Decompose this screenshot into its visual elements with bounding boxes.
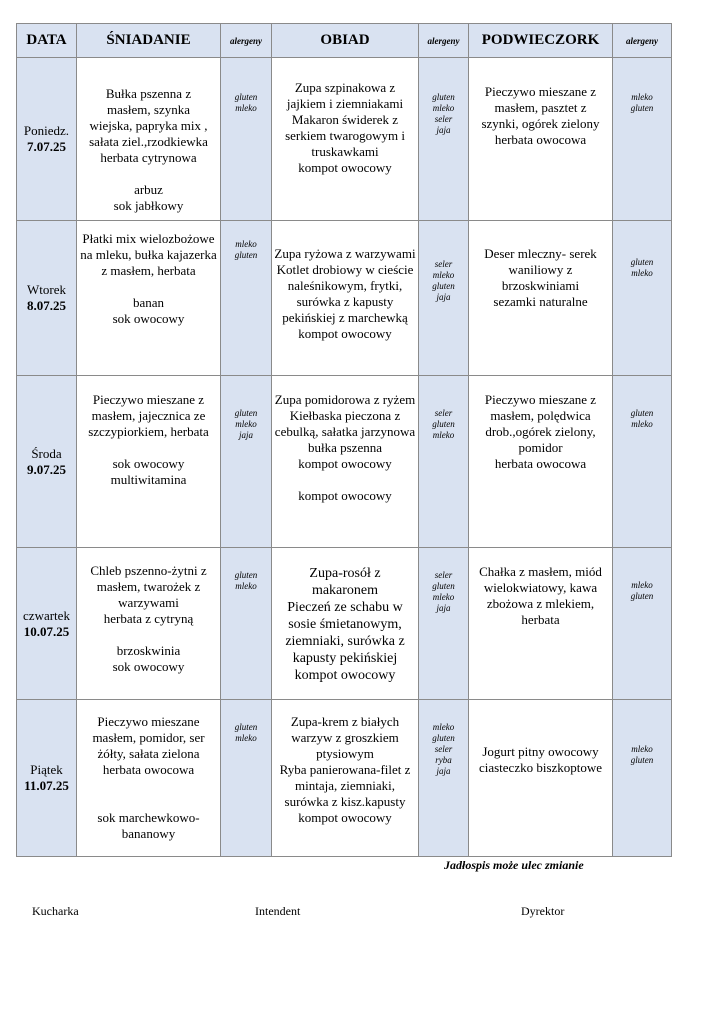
header-lunch: OBIAD — [272, 24, 419, 58]
allergen-item: mleko — [235, 239, 257, 249]
breakfast-cell — [77, 221, 221, 376]
allergen-item: mleko — [631, 268, 653, 278]
menu-line: Zupa-rosół z — [309, 566, 381, 581]
lunch-cell — [272, 548, 419, 700]
header-lunch-allergens: alergeny — [419, 24, 469, 58]
allergen-item: mleko — [235, 733, 257, 743]
menu-line: multiwitamina — [110, 472, 187, 487]
menu-line: bananowy — [121, 826, 176, 841]
menu-line: Ryba panierowana-filet z — [279, 762, 411, 777]
menu-line: herbata — [521, 612, 560, 627]
breakfast-allergens-cell — [221, 700, 272, 857]
lunch-allergens-cell — [419, 700, 469, 857]
day-date: 7.07.25 — [27, 139, 66, 154]
menu-line: herbata owocowa — [102, 762, 195, 777]
menu-line: masłem, twarożek z — [96, 579, 201, 594]
menu-line: mintaja, ziemniaki, — [295, 778, 395, 793]
menu-line: warzyw z groszkiem — [291, 730, 399, 745]
menu-change-note: Jadłospis może ulec zmianie — [444, 858, 584, 872]
snack-cell — [469, 221, 613, 376]
menu-line: sok owocowy — [112, 659, 185, 674]
blank-line — [77, 794, 220, 810]
allergen-item: jaja — [436, 125, 451, 135]
allergen-item: seler — [434, 570, 453, 580]
menu-line: serkiem twarogowym i — [285, 128, 405, 143]
allergen-item: gluten — [234, 722, 258, 732]
day-row — [17, 58, 672, 221]
snack-allergens-cell — [613, 548, 672, 700]
day-date: 10.07.25 — [23, 623, 70, 639]
menu-line: truskawkami — [311, 144, 379, 159]
snack-cell — [469, 376, 613, 548]
lunch-cell — [272, 58, 419, 221]
menu-line: surówka z kisz.kapusty — [284, 794, 406, 809]
allergen-item: jaja — [436, 766, 451, 776]
allergen-item: gluten — [630, 591, 654, 601]
menu-table — [16, 23, 672, 857]
day-name: Piątek — [30, 762, 63, 777]
allergen-item: mleko — [631, 419, 653, 429]
date-cell — [17, 221, 77, 376]
date-cell — [17, 376, 77, 548]
lunch-allergens-cell — [419, 376, 469, 548]
menu-line: bułka pszenna — [307, 440, 382, 455]
day-row — [17, 221, 672, 376]
lunch-allergens-cell — [419, 548, 469, 700]
menu-line: brzoskwinia — [116, 643, 181, 658]
date-cell — [17, 700, 77, 857]
allergen-item: mleko — [235, 419, 257, 429]
lunch-allergens-cell — [419, 221, 469, 376]
menu-line: herbata owocowa — [494, 132, 587, 147]
signature-director: Dyrektor — [521, 904, 565, 918]
menu-line: Bułka pszenna z — [105, 86, 192, 101]
menu-line: sok jabłkowy — [113, 198, 184, 213]
allergen-item: gluten — [234, 408, 258, 418]
menu-line: ciasteczko biszkoptowe — [478, 760, 603, 775]
menu-line: Zupa ryżowa z warzywami — [274, 246, 416, 261]
menu-line: wielokwiatowy, kawa — [483, 580, 598, 595]
day-row — [17, 376, 672, 548]
day-row — [17, 548, 672, 700]
menu-line: kompot owocowy — [298, 160, 392, 175]
menu-line: arbuz — [134, 182, 163, 197]
lunch-cell — [272, 700, 419, 857]
menu-line: pekińskiej z marchewką — [282, 310, 408, 325]
day-date: 9.07.25 — [27, 461, 66, 477]
menu-line: Deser mleczny- serek — [484, 246, 597, 261]
menu-line: wiejska, papryka mix , — [89, 118, 208, 133]
menu-line: kompot owocowy — [294, 668, 396, 683]
menu-line: kapusty pekińskiej — [292, 651, 398, 666]
menu-line: szczypiorkiem, herbata — [88, 424, 209, 439]
day-name: Wtorek — [27, 282, 66, 297]
menu-line: ziemniaki, surówka z — [285, 634, 405, 649]
allergen-item: gluten — [630, 408, 654, 418]
breakfast-allergens-cell — [221, 376, 272, 548]
header-date: DATA — [17, 24, 77, 58]
menu-line: sok owocowy — [112, 456, 185, 471]
menu-line: masłem, jajecznica ze — [91, 408, 206, 423]
menu-line: herbata z cytryną — [103, 611, 194, 626]
menu-line: naleśnikowym, frytki, — [287, 278, 403, 293]
menu-line: z masłem, herbata — [101, 263, 196, 278]
breakfast-cell — [77, 548, 221, 700]
menu-line: Kotlet drobiowy w cieście — [276, 262, 414, 277]
blank-line — [77, 778, 220, 794]
allergen-item: mleko — [432, 722, 455, 732]
day-date: 11.07.25 — [24, 778, 69, 793]
blank-line — [272, 472, 418, 488]
blank-line — [77, 440, 220, 456]
allergen-item: mleko — [432, 430, 455, 440]
allergen-item: seler — [434, 114, 453, 124]
menu-line: Pieczeń ze schabu w — [287, 600, 403, 615]
signature-cook: Kucharka — [32, 904, 79, 918]
menu-line: szynki, ogórek zielony — [481, 116, 600, 131]
allergen-item: seler — [434, 259, 453, 269]
blank-line — [77, 627, 220, 643]
menu-line: masłem, pomidor, ser — [92, 730, 205, 745]
allergen-item: mleko — [235, 581, 257, 591]
allergen-item: gluten — [432, 733, 455, 743]
header-snack: PODWIECZORK — [469, 24, 613, 58]
menu-line: Jogurt pitny owocowy — [482, 744, 599, 759]
allergen-item: gluten — [630, 103, 654, 113]
allergen-item: gluten — [234, 250, 258, 260]
snack-cell — [469, 58, 613, 221]
menu-line: makaronem — [311, 583, 379, 598]
allergen-item: mleko — [432, 592, 455, 602]
menu-line: masłem, polędwica — [490, 408, 591, 423]
menu-line: banan — [132, 295, 165, 310]
allergen-item: jaja — [436, 292, 451, 302]
menu-line: surówka z kapusty — [296, 294, 394, 309]
breakfast-allergens-cell — [221, 221, 272, 376]
menu-line: brzoskwiniami — [501, 278, 580, 293]
allergen-item: mleko — [432, 270, 455, 280]
day-name: Środa — [31, 445, 62, 461]
menu-line: Chałka z masłem, miód — [479, 564, 602, 579]
allergen-item: mleko — [432, 103, 455, 113]
menu-body — [17, 58, 672, 857]
breakfast-allergens-cell — [221, 58, 272, 221]
menu-line: Płatki mix wielozbożowe — [82, 231, 215, 246]
lunch-cell — [272, 376, 419, 548]
allergen-item: gluten — [432, 581, 455, 591]
allergen-item: gluten — [630, 257, 654, 267]
allergen-item: jaja — [436, 603, 451, 613]
snack-cell — [469, 548, 613, 700]
menu-line: Pieczywo mieszane z — [484, 84, 597, 99]
date-cell — [17, 58, 77, 221]
breakfast-cell — [77, 376, 221, 548]
breakfast-allergens-cell — [221, 548, 272, 700]
menu-line: na mleku, bułka kajazerka — [80, 247, 217, 262]
menu-line: sok owocowy — [112, 311, 185, 326]
allergen-item: gluten — [432, 419, 455, 429]
snack-allergens-cell — [613, 58, 672, 221]
allergen-item: mleko — [631, 580, 653, 590]
menu-line: Chleb pszenno-żytni z — [90, 563, 207, 578]
allergen-item: mleko — [235, 103, 257, 113]
header-row — [17, 24, 672, 58]
menu-line: Pieczywo mieszane z — [484, 392, 597, 407]
menu-line: herbata cytrynowa — [100, 150, 197, 165]
menu-line: masłem, pasztet z — [494, 100, 587, 115]
menu-line: jajkiem i ziemniakami — [286, 96, 404, 111]
menu-line: zbożowa z mlekiem, — [486, 596, 595, 611]
lunch-cell — [272, 221, 419, 376]
blank-line — [77, 279, 220, 295]
header-snack-allergens: alergeny — [613, 24, 672, 58]
menu-line: cebulką, sałatka jarzynowa — [274, 424, 416, 439]
menu-line: żółty, sałata zielona — [97, 746, 200, 761]
blank-line — [77, 166, 220, 182]
menu-line: kompot owocowy — [298, 810, 392, 825]
allergen-item: gluten — [432, 281, 455, 291]
menu-line: Makaron świderek z — [291, 112, 399, 127]
menu-line: sosie śmietanowym, — [288, 617, 402, 632]
allergen-item: jaja — [238, 430, 253, 440]
date-cell — [17, 548, 77, 700]
menu-line: kompot owocowy — [298, 456, 392, 471]
menu-line: ptysiowym — [316, 746, 374, 761]
menu-line: sezamki naturalne — [493, 294, 588, 309]
allergen-item: mleko — [631, 744, 653, 754]
signature-steward: Intendent — [255, 904, 301, 918]
menu-line: sałata ziel.,rzodkiewka — [89, 134, 208, 149]
allergen-item: gluten — [432, 92, 455, 102]
allergen-item: mleko — [631, 92, 653, 102]
allergen-item: gluten — [234, 92, 258, 102]
menu-line: warzywami — [118, 595, 179, 610]
day-date: 8.07.25 — [27, 298, 66, 313]
snack-allergens-cell — [613, 221, 672, 376]
header-breakfast-allergens: alergeny — [221, 24, 272, 58]
menu-line: kompot owocowy — [298, 488, 392, 503]
allergen-item: ryba — [435, 755, 452, 765]
snack-cell — [469, 700, 613, 857]
menu-line: waniliowy z — [508, 262, 573, 277]
menu-line: Zupa-krem z białych — [290, 714, 400, 729]
allergen-item: seler — [434, 408, 453, 418]
allergen-item: seler — [434, 744, 453, 754]
menu-line: Pieczywo mieszane z — [92, 392, 205, 407]
menu-line: kompot owocowy — [298, 326, 392, 341]
menu-line: herbata owocowa — [494, 456, 587, 471]
menu-line: drob.,ogórek zielony, — [485, 424, 596, 439]
menu-line: Pieczywo mieszane — [97, 714, 200, 729]
day-row — [17, 700, 672, 857]
snack-allergens-cell — [613, 376, 672, 548]
menu-line: masłem, szynka — [106, 102, 191, 117]
menu-line: pomidor — [518, 440, 563, 455]
allergen-item: gluten — [234, 570, 258, 580]
menu-line: Zupa szpinakowa z — [294, 80, 396, 95]
menu-line: sok marchewkowo- — [97, 810, 200, 825]
menu-line: Kiełbaska pieczona z — [289, 408, 401, 423]
header-breakfast: ŚNIADANIE — [77, 24, 221, 58]
menu-line: Zupa pomidorowa z ryżem — [274, 392, 416, 407]
day-name: czwartek — [23, 607, 70, 623]
lunch-allergens-cell — [419, 58, 469, 221]
snack-allergens-cell — [613, 700, 672, 857]
allergen-item: gluten — [630, 755, 654, 765]
breakfast-cell — [77, 700, 221, 857]
day-name: Poniedz. — [23, 123, 70, 138]
breakfast-cell — [77, 58, 221, 221]
